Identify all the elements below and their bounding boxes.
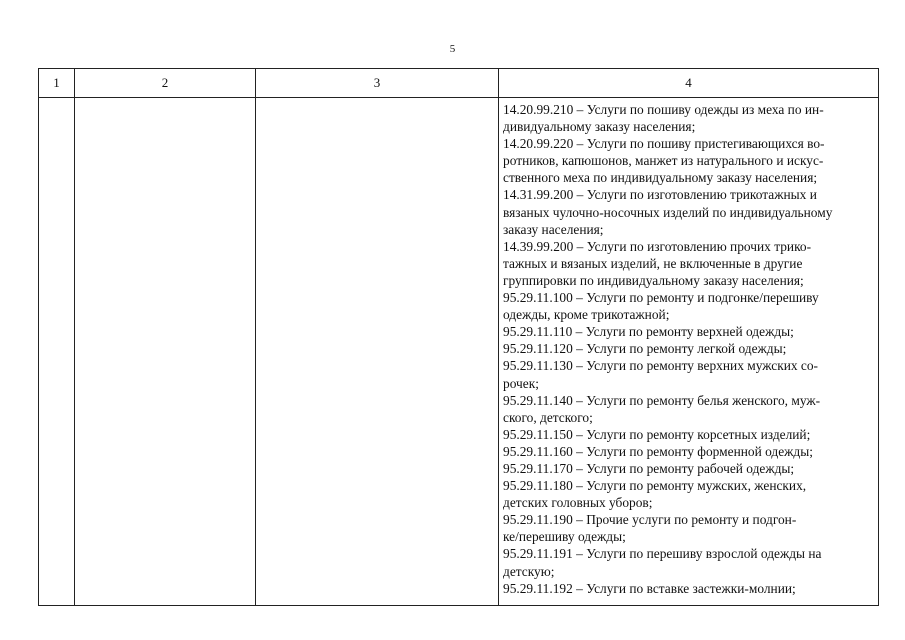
service-entry-110 <box>503 323 875 340</box>
text-line: заказу населения; <box>503 221 604 237</box>
service-entry-190 <box>503 511 875 545</box>
text-line: 95.29.11.150 – Услуги по ремонту корсетных изделий; <box>503 426 811 442</box>
column-header-1: 1 <box>39 69 75 98</box>
cell-col-1 <box>39 98 75 606</box>
text-line: рочек; <box>503 375 539 391</box>
text-line: детских головных уборов; <box>503 495 653 511</box>
cell-col-2 <box>75 98 256 606</box>
text-line: 14.20.99.220 – Услуги по пошиву пристегивающихся во- <box>503 136 825 152</box>
text-line: 95.29.11.190 – Прочие услуги по ремонту и подгон- <box>503 512 797 528</box>
column-header-2: 2 <box>75 69 256 98</box>
text-line: 14.39.99.200 – Услуги по изготовлению прочих трико- <box>503 238 812 254</box>
service-entry-160 <box>503 443 875 460</box>
text-line: ственного меха по индивидуальному заказу населения; <box>503 170 818 186</box>
table-row <box>39 98 879 606</box>
service-entry-140 <box>503 392 875 426</box>
cell-col-3 <box>256 98 499 606</box>
column-header-3: 3 <box>256 69 499 98</box>
service-entry-180 <box>503 477 875 511</box>
text-line: 95.29.11.100 – Услуги по ремонту и подгонке/перешиву <box>503 290 819 306</box>
text-line: 14.31.99.200 – Услуги по изготовлению трикотажных и <box>503 187 817 203</box>
service-entry-130 <box>503 357 875 391</box>
page-number: 5 <box>449 43 456 55</box>
text-line: 95.29.11.192 – Услуги по вставке застежки-молнии; <box>503 580 796 596</box>
text-line: 95.29.11.180 – Услуги по ремонту мужских, женских, <box>503 478 807 494</box>
table-header-row <box>39 69 879 98</box>
service-entry-192 <box>503 580 875 597</box>
text-line: 95.29.11.170 – Услуги по ремонту рабочей одежды; <box>503 460 795 476</box>
text-line: вязаных чулочно-носочных изделий по индивидуальному <box>503 204 833 220</box>
text-line: дивидуальному заказу населения; <box>503 119 696 135</box>
text-line: 14.20.99.210 – Услуги по пошиву одежды из меха по ин- <box>503 102 824 117</box>
text-line: 95.29.11.120 – Услуги по ремонту легкой одежды; <box>503 341 787 357</box>
text-line: ке/перешиву одежды; <box>503 529 626 545</box>
cell-col-4 <box>499 98 879 606</box>
text-line: 95.29.11.160 – Услуги по ремонту форменной одежды; <box>503 443 813 459</box>
services-table <box>38 68 879 606</box>
text-line: 95.29.11.140 – Услуги по ремонту белья женского, муж- <box>503 392 821 408</box>
text-line: одежды, кроме трикотажной; <box>503 307 670 323</box>
service-entry-170 <box>503 460 875 477</box>
service-entry-220 <box>503 135 875 186</box>
text-line: тажных и вязаных изделий, не включенные в другие <box>503 255 803 271</box>
text-line: группировки по индивидуальному заказу населения; <box>503 272 804 288</box>
column-header-4: 4 <box>499 69 879 98</box>
text-line: ского, детского; <box>503 409 593 425</box>
text-line: ротников, капюшонов, манжет из натурального и искус- <box>503 153 824 169</box>
service-entry-14-39 <box>503 238 875 289</box>
text-line: 95.29.11.110 – Услуги по ремонту верхней одежды; <box>503 324 794 340</box>
text-line: 95.29.11.191 – Услуги по перешиву взрослой одежды на <box>503 546 822 562</box>
service-entry-100 <box>503 289 875 323</box>
text-line: детскую; <box>503 563 555 579</box>
service-entry-14-31 <box>503 186 875 237</box>
service-entry-210 <box>503 101 875 135</box>
service-entry-191 <box>503 545 875 579</box>
service-entry-120 <box>503 340 875 357</box>
text-line: 95.29.11.130 – Услуги по ремонту верхних мужских со- <box>503 358 819 374</box>
service-entry-150 <box>503 426 875 443</box>
